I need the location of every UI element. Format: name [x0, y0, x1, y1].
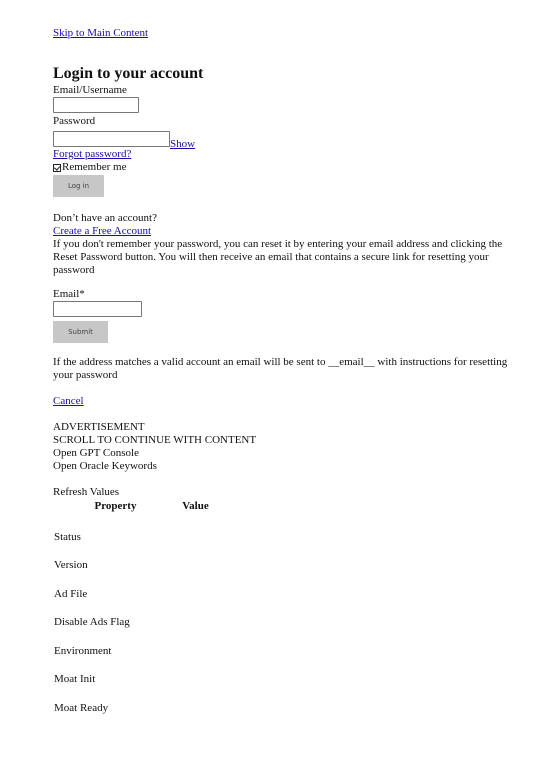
table-header-row: [53, 500, 213, 515]
remember-me-checkbox[interactable]: [53, 164, 61, 172]
page-content: [53, 27, 513, 715]
property-cell: Environment: [54, 644, 112, 657]
property-cell: Moat Ready: [54, 701, 109, 714]
value-cell: [178, 572, 213, 601]
table-row: [53, 572, 213, 601]
remember-me-label: Remember me: [62, 161, 127, 173]
password-label: Password: [53, 115, 96, 127]
value-cell: [178, 601, 213, 630]
scroll-to-continue-text: SCROLL TO CONTINUE WITH CONTENT: [53, 434, 257, 446]
username-label: Email/Username: [53, 84, 127, 96]
table-row: [53, 515, 213, 544]
login-form: [53, 84, 513, 197]
skip-to-main-link[interactable]: Skip to Main Content: [53, 27, 149, 39]
forgot-password-link[interactable]: Forgot password?: [53, 148, 132, 160]
password-input[interactable]: [53, 131, 170, 147]
submit-button[interactable]: Submit: [53, 321, 108, 343]
reset-email-input[interactable]: [53, 301, 142, 317]
property-cell: Ad File: [54, 587, 88, 600]
value-cell: [178, 515, 213, 544]
email-label: Email*: [53, 288, 85, 300]
value-cell: [178, 629, 213, 658]
no-account-text: Don’t have an account?: [53, 212, 157, 224]
property-cell: Moat Init: [54, 673, 96, 685]
open-oracle-keywords[interactable]: Open Oracle Keywords: [53, 460, 157, 472]
cancel-link[interactable]: Cancel: [53, 395, 84, 407]
refresh-values[interactable]: Refresh Values: [53, 486, 120, 498]
reset-password-form: [53, 288, 513, 343]
remember-me-row[interactable]: [53, 161, 513, 174]
value-cell: [178, 658, 213, 687]
login-button[interactable]: Log in: [53, 175, 104, 197]
properties-table: [53, 500, 213, 715]
table-row: [53, 544, 213, 573]
advertisement-label: ADVERTISEMENT: [53, 421, 145, 433]
table-row: [53, 658, 213, 687]
password-row: [53, 128, 513, 150]
value-column-header: Value: [182, 500, 209, 512]
reset-instructions: If you don't remember your password, you can reset it by entering your email address and clicking the Reset Password button. You will then receive an email that contains a secure link for resetting your password: [53, 238, 503, 276]
reset-confirmation: If the address matches a valid account an email will be sent to __email__ with instructions for resetting your password: [53, 356, 508, 381]
username-input[interactable]: [53, 97, 139, 113]
value-cell: [178, 686, 213, 715]
table-row: [53, 601, 213, 630]
property-cell: Version: [54, 559, 88, 571]
page-title: Login to your account: [53, 65, 204, 82]
show-password-link[interactable]: Show: [170, 138, 196, 150]
table-row: [53, 686, 213, 715]
property-cell: Status: [54, 530, 81, 543]
property-cell: Disable Ads Flag: [54, 616, 130, 628]
open-gpt-console[interactable]: Open GPT Console: [53, 447, 139, 459]
property-column-header: Property: [94, 500, 137, 512]
value-cell: [178, 544, 213, 573]
create-account-link[interactable]: Create a Free Account: [53, 225, 152, 237]
table-row: [53, 629, 213, 658]
